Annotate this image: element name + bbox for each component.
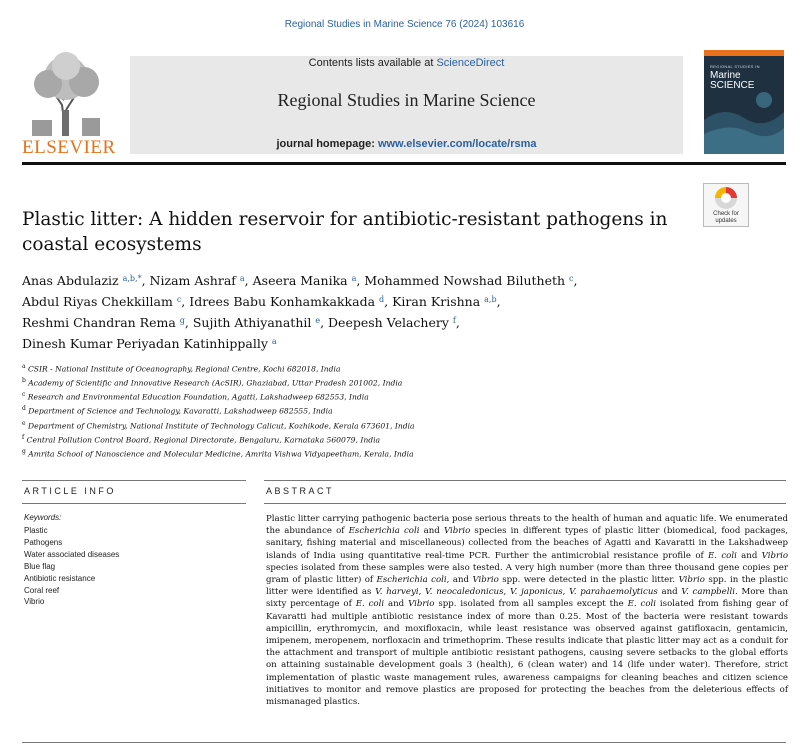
author-separator: , <box>181 294 190 309</box>
author[interactable] <box>364 273 573 288</box>
check-updates-icon <box>704 184 748 212</box>
affiliation-text: Department of Chemistry, National Institute of Technology Calicut, Kozhikode, Kerala 673601, India <box>27 421 415 431</box>
author-separator: , <box>455 315 460 330</box>
author-affil-sup[interactable]: g <box>179 316 185 325</box>
affiliation-item <box>22 389 722 403</box>
author-affil-sup[interactable]: a,b <box>484 295 497 304</box>
abstract-text: Plastic litter carrying pathogenic bacteria pose serious threats to the health of human and aquatic life. We enumerated the abundance of Escherichia coli and Vibrio species in different types of plastic litter (biomedical, food packages, sanitary, fishing material and miscellaneous) collected from the beaches of Agatti and Kavaratti in the Lakshadweep islands of India using quantitative real-time PCR. Further the antimicrobial resistance profile of E. coli and Vibrio species isolated from these samples were also tested. A very high number (more than three thousand gene copies per gram of plastic litter) of Escherichia coli, and Vibrio spp. were detected in the plastic litter. Vibrio spp. in the plastic litter were identified as V. harveyi, V. neocaledonicus, V. japonicus, V. parahaemolyticus and V. campbelli. More than sixty percentage of E. coli and Vibrio spp. isolated from all samples except the E. coli isolated from fishing gear of Kavaratti had multiple antibiotic resistance index of more than 0.25. Most of the bacteria were resistant towards ampicillin, erythromycin, and moxifloxacin, while least resistance was observed against gatifloxacin, gentamicin, imipenem, meropenem, norfloxacin and trimethoprim. These results indicate that plastic litter may act as a conduit for the attachment and transport of multiple antibiotic resistant pathogens, causing severe setbacks to the global efforts on attaining sustainable development goals 3 (health), 6 (clean water) and 14 (life under water). Therefore, strict implementation of plastic waste management rules, awareness campaigns for cleaning beaches and citizen science initiatives to monitor and remove plastics are proposed for protecting the beaches from the deleterious effects of mismanaged plastics. <box>266 514 789 708</box>
author[interactable] <box>150 273 245 288</box>
author[interactable] <box>22 336 277 351</box>
keywords-label: Keywords: <box>24 513 62 522</box>
author-separator: , <box>184 315 193 330</box>
affiliation-sup: c <box>22 391 26 399</box>
homepage-prefix: journal homepage: <box>276 138 378 150</box>
cover-title-line2: SCIENCE <box>710 80 755 91</box>
keyword-item: Antibiotic resistance <box>24 573 96 583</box>
affiliation-sup: e <box>22 419 26 427</box>
affiliation-sup: a <box>22 363 26 370</box>
affiliation-sup: g <box>22 447 26 455</box>
affiliation-text: Department of Science and Technology, Kavaratti, Lakshadweep 682555, India <box>28 406 333 416</box>
author[interactable] <box>193 315 320 330</box>
author[interactable] <box>22 294 181 309</box>
abstract-bottom-divider <box>22 742 786 743</box>
affiliation-text: Research and Environmental Education Foundation, Agatti, Lakshadweep 682553, India <box>27 392 369 402</box>
journal-title: Regional Studies in Marine Science <box>277 90 536 110</box>
author-affil-sup[interactable]: a <box>239 274 245 283</box>
author-name[interactable]: Anas Abdulaziz <box>22 273 119 288</box>
author-separator: , <box>496 294 501 309</box>
author-separator: , <box>356 273 365 288</box>
author-affil-sup[interactable]: a,b,* <box>122 274 142 283</box>
affiliation-list <box>22 361 722 460</box>
author-affil-sup[interactable]: c <box>569 274 574 283</box>
author-name[interactable]: Abdul Riyas Chekkillam <box>22 294 173 309</box>
check-updates-line1: Check for <box>713 211 739 217</box>
author-name[interactable]: Nizam Ashraf <box>149 273 236 288</box>
affiliation-text: Amrita School of Nanoscience and Molecular Medicine, Amrita Vishwa Vidyapeetham, Kerala, India <box>28 449 414 459</box>
check-updates-text <box>704 211 748 225</box>
author-affil-sup[interactable]: f <box>452 316 456 325</box>
affiliation-item <box>22 418 722 432</box>
affiliation-sup: b <box>22 377 26 385</box>
affiliation-item <box>22 446 722 460</box>
abstract-top-rule <box>264 480 786 481</box>
keyword-list <box>24 525 119 608</box>
affiliation-item <box>22 432 722 446</box>
author-name[interactable]: Idrees Babu Konhamkakkada <box>189 294 376 309</box>
contents-prefix: Contents lists available at <box>308 57 437 69</box>
author[interactable] <box>22 315 185 330</box>
author-separator: , <box>573 273 578 288</box>
author-affil-sup[interactable]: e <box>315 316 321 325</box>
cover-title-line1: Marine <box>710 70 741 81</box>
keyword-item: Blue flag <box>24 561 56 571</box>
header-rule <box>22 162 786 165</box>
keyword-item: Plastic <box>24 526 48 535</box>
author-affil-sup[interactable]: a <box>271 337 277 346</box>
author-separator: , <box>320 315 329 330</box>
author-name[interactable]: Sujith Athiyanathil <box>192 315 312 330</box>
affiliation-text: Academy of Scientific and Innovative Research (AcSIR), Ghaziabad, Uttar Pradesh 201002, India <box>28 378 403 388</box>
author[interactable] <box>392 294 497 309</box>
author-name[interactable]: Reshmi Chandran Rema <box>22 315 176 330</box>
keyword-item: Water associated diseases <box>24 549 120 559</box>
keyword-item: Pathogens <box>24 537 63 547</box>
author-name[interactable]: Kiran Krishna <box>392 294 481 309</box>
keyword-item: Coral reef <box>24 585 60 595</box>
paper-title: Plastic litter: A hidden reservoir for antibiotic-resistant pathogens in coastal ecosystems <box>22 209 668 255</box>
author-name[interactable]: Dinesh Kumar Periyadan Katinhippally <box>22 336 268 351</box>
affiliation-item <box>22 403 722 417</box>
abstract-heading: ABSTRACT <box>266 486 335 496</box>
cover-title <box>710 71 754 91</box>
author[interactable] <box>328 315 456 330</box>
keyword-item: Vibrio <box>24 597 45 607</box>
author-affil-sup[interactable]: c <box>176 295 182 304</box>
article-info-bottom-rule <box>22 503 246 504</box>
elsevier-wordmark: ELSEVIER <box>22 137 116 158</box>
author[interactable] <box>253 273 357 288</box>
affiliation-text: CSIR - National Institute of Oceanography, Regional Centre, Kochi 682018, India <box>28 364 341 374</box>
affiliation-text: Central Pollution Control Board, Regional Directorate, Bengaluru, Karnataka 560079, India <box>26 435 381 445</box>
article-info-top-rule <box>22 480 246 481</box>
author-separator: , <box>141 273 150 288</box>
sciencedirect-link[interactable]: ScienceDirect <box>436 57 505 69</box>
author[interactable] <box>22 273 142 288</box>
cover-subtitle: REGIONAL STUDIES IN <box>710 64 760 69</box>
article-info-heading: ARTICLE INFO <box>24 486 116 496</box>
homepage-line <box>130 138 683 150</box>
affiliation-sup: d <box>22 405 26 413</box>
author-name[interactable]: Deepesh Velachery <box>328 315 449 330</box>
journal-cover-image <box>704 50 784 154</box>
author-name[interactable]: Mohammed Nowshad Bilutheth <box>364 273 566 288</box>
author-affil-sup[interactable]: d <box>379 295 385 304</box>
homepage-link[interactable]: www.elsevier.com/locate/rsma <box>377 138 537 150</box>
author-name[interactable]: Aseera Manika <box>252 273 348 288</box>
abstract-bottom-rule <box>264 503 786 504</box>
author[interactable] <box>189 294 384 309</box>
author-separator: , <box>384 294 393 309</box>
author-list <box>22 270 682 354</box>
affiliation-item <box>22 361 722 375</box>
affiliation-item <box>22 375 722 389</box>
author-affil-sup[interactable]: a <box>351 274 357 283</box>
author-separator: , <box>244 273 253 288</box>
check-updates-line2: updates <box>715 218 737 224</box>
check-for-updates-badge[interactable] <box>703 183 749 227</box>
journal-citation[interactable]: Regional Studies in Marine Science 76 (2024) 103616 <box>284 19 525 30</box>
affiliation-sup: f <box>22 433 25 441</box>
contents-line <box>130 57 683 69</box>
